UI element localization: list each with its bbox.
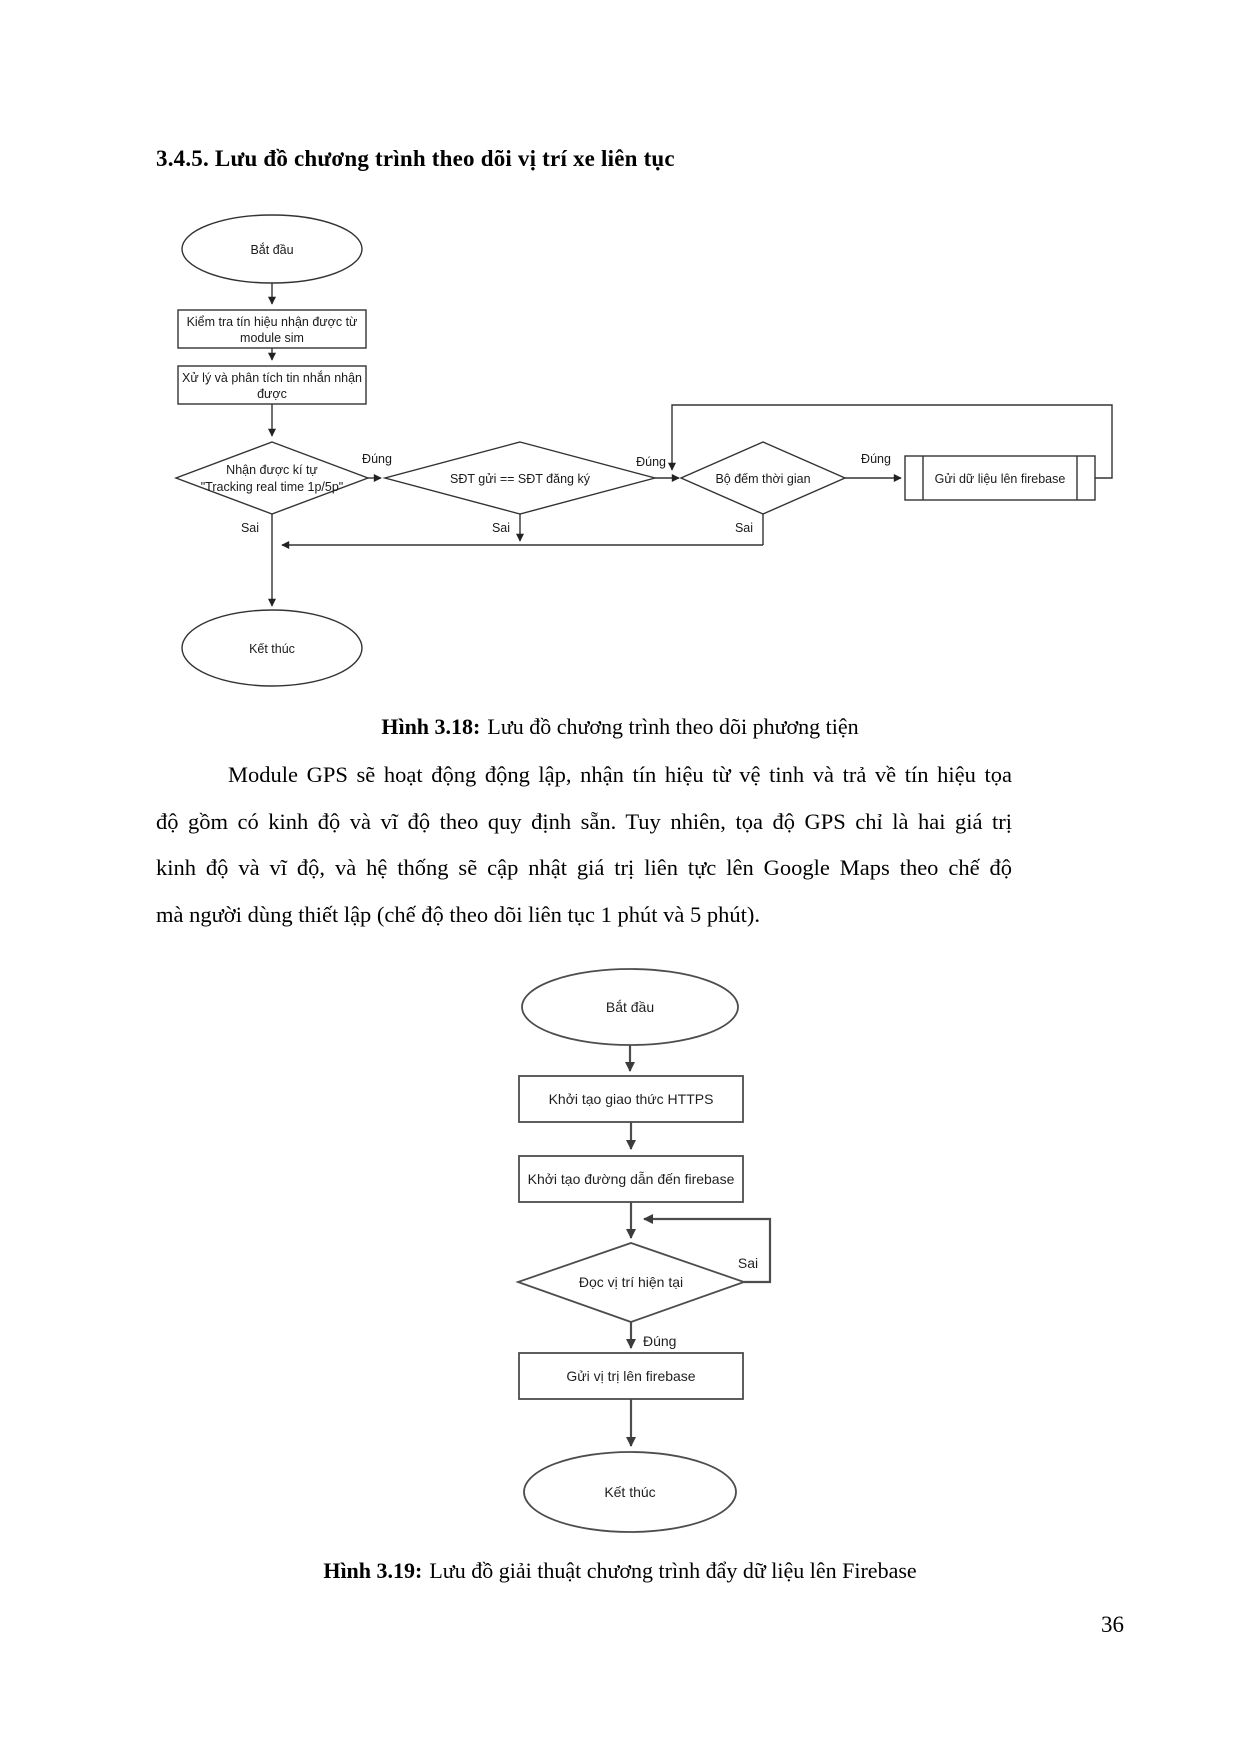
fc2-read-position-label: Đọc vị trí hiện tại — [578, 1274, 684, 1290]
fc2-https-label: Khởi tạo giao thức HTTPS — [548, 1091, 714, 1107]
fc1-parse-sms-line2: được — [257, 387, 287, 401]
paragraph-line: mà người dùng thiết lập (chế độ theo dõi liên tục 1 phút và 5 phút). — [156, 901, 760, 927]
fc2-start-label: Bắt đầu — [605, 999, 655, 1015]
fc1-start-label: Bắt đầu — [250, 243, 294, 257]
caption-3-18-text: Lưu đồ chương trình theo dõi phương tiện — [487, 714, 859, 739]
fc1-sai-label-2: Sai — [491, 521, 511, 535]
fc2-send-position-label: Gửi vị trị lên firebase — [566, 1368, 696, 1384]
paragraph-line: độ gồm có kinh độ và vĩ độ theo quy định sẵn. Tuy nhiên, tọa độ GPS chỉ là hai giá trị — [156, 808, 1012, 834]
paragraph-line: kinh độ và vĩ độ, và hệ thống sẽ cập nhật giá trị liên tực lên Google Maps theo chế độ — [156, 855, 1012, 880]
body-paragraph — [156, 752, 1012, 938]
fc1-tracking-line1: Nhận được kí tự — [226, 463, 318, 477]
flowchart-3-18 — [0, 0, 1240, 710]
fc1-sai-label-3: Sai — [734, 521, 754, 535]
fc1-connectors — [272, 283, 1112, 606]
fc1-phone-label: SĐT gửi == SĐT đăng ký — [450, 472, 590, 486]
fc1-dung-label-1: Đúng — [362, 452, 392, 466]
caption-3-18-number: Hình 3.18: — [381, 714, 481, 739]
fc1-timer-label: Bộ đếm thời gian — [715, 472, 811, 486]
caption-3-19-number: Hình 3.19: — [323, 1558, 423, 1583]
fc1-tracking-line2: "Tracking real time 1p/5p" — [200, 480, 344, 494]
figure-caption-3-19 — [0, 1558, 1240, 1584]
fc2-dung-label: Đúng — [643, 1333, 677, 1349]
fc1-tracking-decision — [176, 442, 368, 514]
fc1-dung-label-2: Đúng — [636, 455, 666, 469]
page-number: 36 — [1101, 1612, 1124, 1637]
fc1-dung-label-3: Đúng — [861, 452, 891, 466]
section-heading: 3.4.5. Lưu đồ chương trình theo dõi vị trí xe liên tục — [156, 146, 675, 171]
fc2-firebase-path-label: Khởi tạo đường dẫn đến firebase — [527, 1171, 735, 1187]
fc1-send-firebase-label: Gửi dữ liệu lên firebase — [934, 472, 1066, 486]
flowchart-3-19 — [0, 940, 1240, 1540]
fc1-end-label: Kết thúc — [249, 642, 295, 656]
fc2-sai-label: Sai — [737, 1255, 759, 1271]
fc1-parse-sms-line1: Xử lý và phân tích tin nhắn nhận — [181, 371, 363, 385]
paragraph-line: Module GPS sẽ hoạt động động lập, nhận tín hiệu từ vệ tinh và trả về tín hiệu tọa — [228, 762, 1012, 787]
fc1-check-sim-line1: Kiểm tra tín hiệu nhận được từ — [186, 315, 358, 329]
caption-3-19-text: Lưu đồ giải thuật chương trình đẩy dữ liệu lên Firebase — [429, 1558, 917, 1583]
fc1-sai-label-1: Sai — [240, 521, 260, 535]
fc2-end-label: Kết thúc — [604, 1484, 656, 1500]
fc1-check-sim-line2: module sim — [240, 331, 304, 345]
figure-caption-3-18 — [0, 714, 1240, 740]
